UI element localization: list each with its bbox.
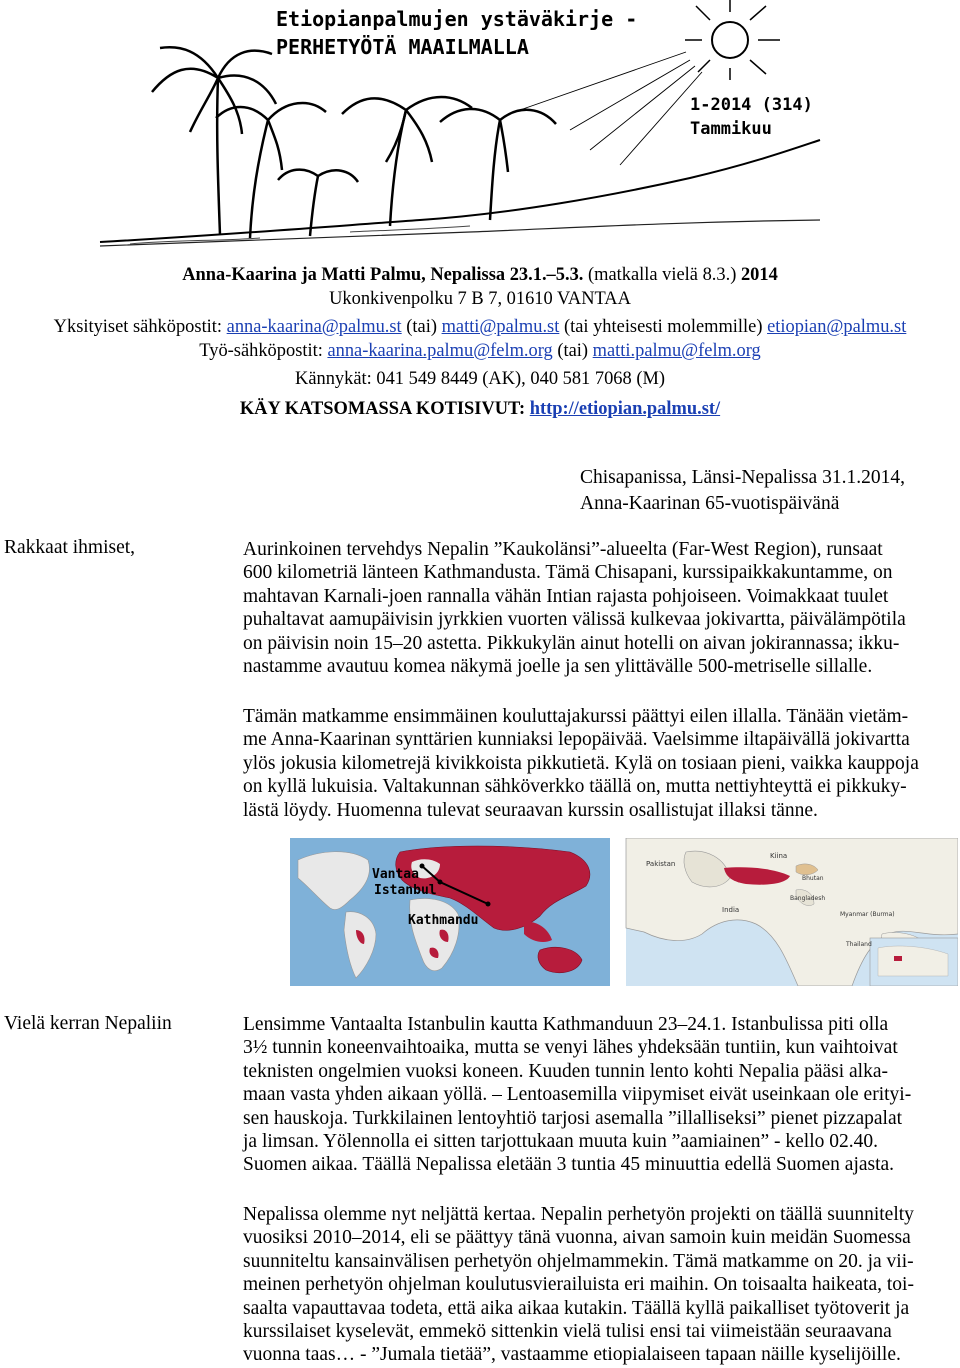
paragraph-intro — [243, 538, 949, 678]
text-line: suunniteltu kansainvälisen perhetyön ohjelmammekin. Tämä matkamme on 20. ja vii- — [243, 1250, 914, 1272]
homepage-link[interactable]: http://etiopian.palmu.st/ — [529, 399, 721, 419]
map-label-india: India — [722, 906, 740, 914]
banner-title-line1: Etiopianpalmujen ystäväkirje - — [276, 7, 638, 31]
map-label-bangladesh: Bangladesh — [790, 895, 826, 902]
dateline — [580, 465, 905, 517]
palm-trees-icon — [152, 47, 556, 238]
text-line: Suomen aikaa. Täällä Nepalissa eletään 3 tuntia 45 minuuttia edellä Suomen ajasta. — [243, 1154, 895, 1176]
map-label-bhutan: Bhutan — [802, 875, 824, 882]
private-email-label: Yksityiset sähköpostit: — [53, 317, 223, 337]
map-label-istanbul: Istanbul — [374, 883, 437, 898]
text-line: Aurinkoinen tervehdys Nepalin ”Kaukolänsi”-alueelta (Far-West Region), runsaat — [243, 539, 883, 560]
text-line: ylös jokusia kilometrejä kivikkoista pikkutietä. Kylä on tosiaan pieni, vaikka kauppoja — [243, 752, 919, 774]
header-banner-illustration — [90, 0, 830, 250]
paragraph-first-course — [243, 705, 949, 822]
phones-line — [2, 368, 958, 390]
text-line: me Anna-Kaarinan synttärien kunniaksi lepopäivää. Vaelsimme iltapäivällä jokivartta — [243, 729, 910, 751]
homepage-label: KÄY KATSOMASSA KOTISIVUT: — [239, 399, 526, 419]
travel-note: (matkalla vielä 8.3.) — [587, 265, 737, 285]
text-line: Nepalissa olemme nyt neljättä kertaa. Nepalin perhetyön projekti on täällä suunnitelty — [243, 1204, 914, 1225]
private-email-link-2[interactable]: matti@palmu.st — [441, 317, 560, 337]
world-map — [290, 838, 610, 986]
text-line: vuosiksi 2010–2014, eli se päättyy tänä vuonna, aivan samoin kuin meidän Suomessa — [243, 1227, 911, 1249]
map-label-china: Kiina — [770, 852, 788, 860]
text-line: nastamme avautuu komea näkymä joelle ja sen ylittävälle 500-metriselle sillalle. — [243, 656, 873, 678]
or-text: (tai) — [406, 317, 437, 337]
map-label-vantaa: Vantaa — [372, 867, 419, 882]
text-line: maan vasta yhden aikaan yöllä. – Lentoasemilla viipymiset eivät useinkaan ole erityi- — [243, 1084, 912, 1106]
text-line: puhaltavat aamupäivisin jyrkkien vuorten välissä kulkevaa jokivartta, päivälämpötila — [243, 609, 906, 631]
contact-names-line — [2, 264, 958, 286]
work-email-line — [2, 340, 958, 362]
map-label-kathmandu: Kathmandu — [408, 913, 479, 928]
route-maps-figure — [290, 838, 958, 986]
text-line: sen hauskoja. Turkkilainen lentoyhtiö tarjosi asemalla ”illalliseksi” pienet pizzapalat — [243, 1107, 903, 1129]
paragraph-fourth-visit — [243, 1203, 949, 1367]
private-email-link-1[interactable]: anna-kaarina@palmu.st — [226, 317, 402, 337]
section-label-nepal: Vielä kerran Nepaliin — [4, 1013, 172, 1034]
text-line: meinen perhetyön ohjelman koulutusvierailuista eri maihin. On toisaalta haikeata, toi- — [243, 1274, 914, 1296]
work-email-link-1[interactable]: anna-kaarina.palmu@felm.org — [327, 341, 553, 361]
section-label-greeting: Rakkaat ihmiset, — [4, 537, 136, 558]
text-line: Tämän matkamme ensimmäinen kouluttajakurssi päättyi eilen illalla. Tänään vietäm- — [243, 706, 909, 727]
text-line: vuonna taas… - ”Jumala tietää”, vastaamme etiopialaiseen tapaan näille kyselijöille. — [243, 1344, 901, 1366]
text-line: 600 kilometriä länteen Kathmandusta. Tämä Chisapani, kurssipaikkakuntamme, on — [243, 562, 893, 584]
banner-issue-number: 1-2014 (314) — [690, 95, 813, 115]
address: Ukonkivenpolku 7 B 7, 01610 VANTAA — [329, 289, 631, 309]
banner-title-line2: PERHETYÖTÄ MAAILMALLA — [276, 35, 529, 59]
work-email-link-2[interactable]: matti.palmu@felm.org — [592, 341, 761, 361]
map-label-pakistan: Pakistan — [646, 860, 676, 868]
address-line — [2, 288, 958, 310]
text-line: teknisten ongelmien vuoksi koneen. Kuuden tunnin lento kohti Nepalia pääsi alka- — [243, 1060, 888, 1082]
map-label-myanmar: Myanmar (Burma) — [840, 911, 895, 918]
dateline-place-date: Chisapanissa, Länsi-Nepalissa 31.1.2014, — [580, 467, 905, 488]
text-line: ja limsan. Yölennolla ei sitten tarjottukaan muuta kuin ”aamiainen” - kello 02.40. — [243, 1131, 879, 1153]
private-email-line — [2, 316, 958, 338]
joint-email-label: (tai yhteisesti molemmille) — [563, 317, 763, 337]
homepage-line — [2, 398, 958, 420]
text-line: on kyllä lukuisia. Valtakunnan sähköverkko täällä on, mutta nettiyhteyttä ei pikkuky- — [243, 776, 907, 798]
text-line: kurssilaiset kyselevät, emmekö sittenkin vielä tulisi ensi tai viimeistään seuraavana — [243, 1321, 892, 1343]
banner-month: Tammikuu — [690, 119, 772, 139]
paragraph-journey — [243, 1013, 949, 1177]
joint-email-link[interactable]: etiopian@palmu.st — [767, 317, 907, 337]
or-text: (tai) — [557, 341, 589, 361]
names-dates: Anna-Kaarina ja Matti Palmu, Nepalissa 23.1.–5.3. — [182, 265, 584, 285]
text-line: lästä löydy. Huomenna tulevat seuraavan kurssin osallistujat illaksi tänne. — [243, 799, 818, 821]
text-line: saalta vapauttavaa todeta, että aika aikaa kutakin. Täällä kyllä paikalliset työtoverit ja — [243, 1297, 910, 1319]
work-email-label: Työ-sähköpostit: — [199, 341, 323, 361]
text-line: on päivisin noin 15–20 astetta. Pikkukylän ainut hotelli on aivan jokirannassa; ikku- — [243, 632, 900, 654]
map-label-thailand: Thailand — [846, 941, 872, 948]
text-line: 3½ tunnin koneenvaihtoaika, mutta se venyi lähes yhdeksään tuntiin, kun vaihtoivat — [243, 1037, 898, 1059]
text-line: mahtavan Karnali-joen rannalla vähän Intian rajasta pohjoiseen. Voimakkaat tuulet — [243, 585, 889, 607]
phone-numbers: Kännykät: 041 549 8449 (AK), 040 581 7068 (M) — [295, 369, 665, 389]
text-line: Lensimme Vantaalta Istanbulin kautta Kathmanduun 23–24.1. Istanbulissa piti olla — [243, 1014, 889, 1035]
dateline-occasion: Anna-Kaarinan 65-vuotispäivänä — [580, 493, 840, 514]
region-map — [626, 838, 958, 986]
names-year: 2014 — [740, 265, 778, 285]
